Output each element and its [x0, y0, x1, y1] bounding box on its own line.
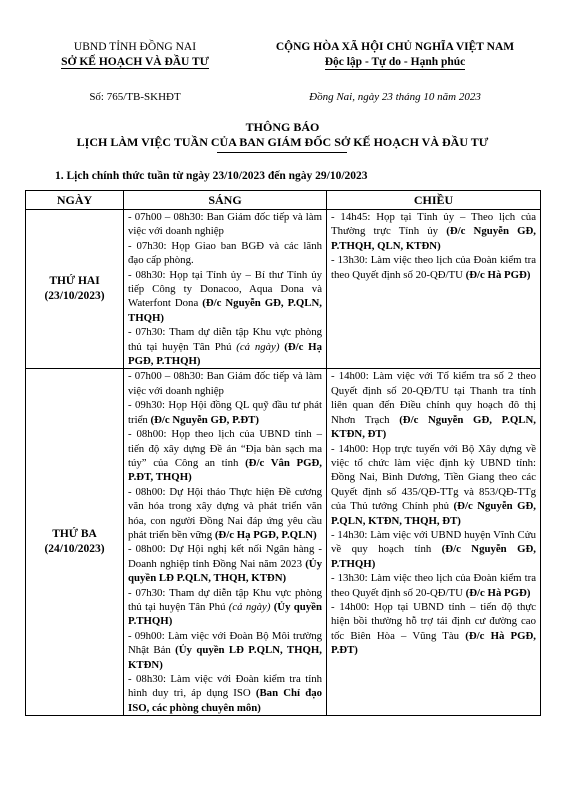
- schedule-entry: [128, 325, 322, 368]
- org-name: SỞ KẾ HOẠCH VÀ ĐẦU TƯ: [61, 56, 209, 68]
- afternoon-cell: [327, 369, 541, 716]
- entry-text: - 07h30: Tham dự diễn tập Khu vực phòng thủ tại huyện Tân Phú: [128, 586, 322, 613]
- schedule-entry: [128, 210, 322, 239]
- schedule-entry: [128, 239, 322, 268]
- entry-assignee: (Đ/c Hà PGĐ, P.ĐT): [331, 629, 536, 657]
- entry-assignee: (Đ/c Hà PGĐ): [465, 586, 531, 599]
- schedule-entry: [128, 672, 322, 715]
- entry-text: - 14h00: Họp tại UBND tỉnh – tiến độ thực hiện bồi thường hỗ trợ tái định cư đường cao tốc Biên Hòa – Vũng Tàu: [331, 600, 536, 642]
- doc-type-title: THÔNG BÁO: [245, 120, 320, 134]
- entry-text: - 08h00: Họp theo lịch của UBND tỉnh – tiến độ xây dựng Đề án “Địa bàn sạch ma túy” của Công an tỉnh: [128, 428, 322, 469]
- entry-assignee: (Đ/c Hạ PGĐ, P.QLN): [214, 528, 317, 541]
- entry-note: (cả ngày): [228, 600, 271, 613]
- entry-assignee: (Đ/c Nguyễn GĐ, P.THQH): [331, 543, 536, 570]
- header-afternoon: CHIỀU: [327, 191, 541, 210]
- entry-text: - 07h00 – 08h30: Ban Giám đốc tiếp và làm việc với doanh nghiệp: [128, 211, 322, 238]
- day-name: THỨ HAI: [49, 275, 100, 288]
- entry-assignee: (Ban Chỉ đạo ISO, các phòng chuyên môn): [128, 687, 323, 714]
- entry-text: - 13h30: Làm việc theo lịch của Đoàn kiểm tra theo Quyết định số 20-QĐ/TU: [331, 254, 536, 281]
- schedule-entry: [128, 398, 322, 427]
- schedule-entry: [128, 427, 322, 485]
- entry-text: - 14h30: Làm việc với UBND huyện Vĩnh Cửu về quy hoạch tỉnh: [331, 528, 536, 556]
- title-underline: [217, 152, 347, 153]
- entry-text: - 07h30: Họp Giao ban BGĐ và các lãnh đạo cấp phòng.: [128, 239, 322, 267]
- entry-text: - 08h00: Dự Hội thảo Thực hiện Đề cương văn hóa trong xây dựng và phát triển văn hóa, con người Đồng Nai đáp ứng yêu cầu phát triển bền vững: [128, 485, 322, 541]
- entry-assignee: (Ủy quyền LĐ P.QLN, THQH, KTĐN): [128, 557, 322, 585]
- schedule-entry: [331, 369, 536, 441]
- schedule-entry: [331, 442, 536, 528]
- national-heading: [240, 40, 550, 70]
- table-row: [26, 210, 541, 369]
- entry-text: - 09h00: Làm việc với Đoàn Bộ Môi trường Nhật Bản: [128, 629, 322, 657]
- morning-cell: [124, 369, 327, 716]
- issuer-block: [40, 40, 230, 70]
- entry-note: (cả ngày): [236, 340, 280, 353]
- day-cell: [26, 210, 124, 369]
- schedule-entry: [128, 268, 322, 326]
- entry-assignee: (Đ/c Hà PGĐ): [465, 268, 531, 281]
- schedule-entry: [128, 485, 322, 543]
- entry-assignee: (Đ/c Hạ PGĐ, P.THQH): [128, 340, 322, 368]
- org-parent: UBND TỈNH ĐỒNG NAI: [73, 41, 197, 53]
- motto: Độc lập - Tự do - Hạnh phúc: [324, 56, 466, 68]
- schedule-entry: [331, 528, 536, 571]
- schedule-entry: [331, 253, 536, 282]
- entry-text: - 14h00: Họp trực tuyến với Bộ Xây dựng về việc tổ chức làm việc định kỳ UBND tỉnh: Đồng Nai, Bình Dương, Tiền Giang theo các Quyết định số 435/QĐ-TTg và 853/QĐ-TTg của Thủ tướng Chính phủ: [331, 442, 536, 513]
- entry-assignee: (Đ/c Nguyễn GĐ, P.ĐT): [150, 413, 259, 426]
- document-number: Số: 765/TB-SKHĐT: [89, 91, 181, 103]
- schedule-entry: [128, 369, 322, 398]
- afternoon-cell: [327, 210, 541, 369]
- entry-text: - 14h45: Họp tại Tỉnh ủy – Theo lịch của Thường trực Tỉnh ủy: [331, 211, 536, 238]
- header-morning: SÁNG: [124, 191, 327, 210]
- day-date: (24/10/2023): [44, 543, 105, 556]
- schedule-entry: [331, 571, 536, 600]
- doc-title: LỊCH LÀM VIỆC TUẦN CỦA BAN GIÁM ĐỐC SỞ KẾ HOẠCH VÀ ĐẦU TƯ: [76, 135, 489, 149]
- schedule-entry: [128, 586, 322, 629]
- table-row: [26, 369, 541, 716]
- section-heading: 1. Lịch chính thức tuần từ ngày 23/10/2023 đến ngày 29/10/2023: [55, 170, 368, 182]
- schedule-entry: [331, 210, 536, 253]
- morning-cell: [124, 210, 327, 369]
- header-day: NGÀY: [26, 191, 124, 210]
- entry-assignee: (Ủy quyền LĐ P.QLN, THQH, KTĐN): [128, 644, 322, 671]
- schedule-entry: [331, 600, 536, 658]
- schedule-entry: [128, 629, 322, 672]
- entry-text: - 14h00: Làm việc với Tổ kiểm tra số 2 theo Quyết định số 20-QĐ/TU tại Thanh tra tỉnh liên quan đến Điều chỉnh quy hoạch đô thị Nhơn Trạch: [331, 370, 536, 426]
- entry-assignee: (Đ/c Nguyễn GĐ, P.QLN, THQH): [128, 297, 322, 324]
- nation-name: CỘNG HÒA XÃ HỘI CHỦ NGHĨA VIỆT NAM: [275, 41, 515, 53]
- day-cell: [26, 369, 124, 716]
- entry-assignee: (Đ/c Nguyễn GĐ, P.QLN, KTĐN, THQH, ĐT): [331, 500, 536, 527]
- entry-text: - 13h30: Làm việc theo lịch của Đoàn kiểm tra theo Quyết định số 20-QĐ/TU: [331, 572, 536, 599]
- entry-assignee: (Ủy quyền P.THQH): [128, 600, 322, 628]
- entry-assignee: (Đ/c Vân PGĐ, P.ĐT, THQH): [128, 456, 323, 484]
- place-date: Đồng Nai, ngày 23 tháng 10 năm 2023: [309, 91, 481, 103]
- entry-text: - 08h00: Dự Hội nghị kết nối Ngân hàng - Doanh nghiệp tỉnh Đồng Nai năm 2023: [128, 543, 322, 570]
- entry-text: - 08h30: Họp tại Tỉnh ủy – Bí thư Tỉnh ủy tiếp Công ty Donacoo, Aqua Dona và Waterfont Dona: [128, 268, 322, 310]
- table-header-row: [26, 191, 541, 210]
- day-date: (23/10/2023): [44, 290, 105, 303]
- entry-text: - 07h00 – 08h30: Ban Giám đốc tiếp và làm việc với doanh nghiệp: [128, 370, 322, 397]
- day-name: THỨ BA: [52, 528, 97, 541]
- entry-text: - 09h30: Họp Hội đồng QL quỹ đầu tư phát triển: [128, 399, 322, 426]
- entry-text: - 07h30: Tham dự diễn tập Khu vực phòng thủ tại huyện Tân Phú: [128, 326, 322, 353]
- entry-assignee: (Đ/c Nguyễn GĐ, P.THQH, QLN, KTĐN): [331, 225, 537, 252]
- schedule-entry: [128, 542, 322, 585]
- schedule-table: [25, 190, 541, 716]
- entry-text: - 08h30: Làm việc với Đoàn kiểm tra tỉnh hình duy trì, áp dụng ISO: [128, 673, 322, 700]
- entry-assignee: (Đ/c Nguyễn GĐ, P.QLN, KTĐN, ĐT): [331, 413, 536, 441]
